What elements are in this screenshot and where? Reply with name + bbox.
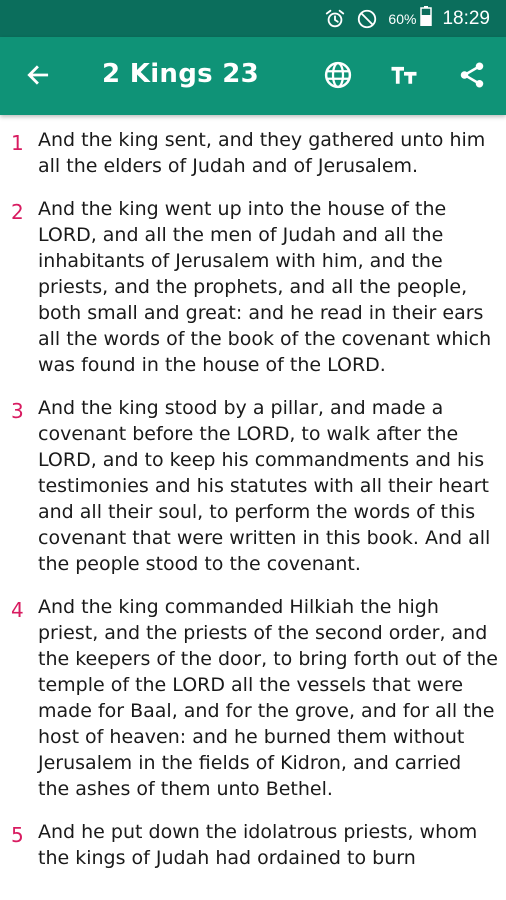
share-button[interactable] — [454, 59, 490, 95]
text-size-icon — [389, 60, 419, 94]
alarm-clock-icon — [324, 8, 346, 30]
verse-item[interactable] — [0, 127, 506, 179]
verse-list — [0, 115, 506, 871]
verse-item[interactable] — [0, 594, 506, 802]
battery-icon — [420, 6, 432, 31]
page-title: 2 Kings 23 — [102, 59, 260, 89]
globe-icon — [323, 60, 353, 94]
app-bar — [0, 37, 506, 115]
verse-text: And the king went up into the house of the LORD, and all the men of Judah and all the inhabitants of Jerusalem with him, and the priests, and the prophets, and all the people, both small and great: and he read in their ears all the words of the book of the covenant which was found in the house of the LORD. — [38, 198, 492, 376]
verse-number: 5 — [11, 823, 24, 847]
back-button[interactable] — [22, 61, 54, 93]
verse-item[interactable] — [0, 196, 506, 378]
status-bar — [0, 0, 506, 37]
do-not-disturb-icon — [356, 8, 378, 30]
verse-number: 4 — [11, 598, 24, 622]
text-size-button[interactable] — [386, 59, 422, 95]
verse-text: And the king sent, and they gathered unto him all the elders of Judah and of Jerusalem. — [38, 129, 486, 177]
verse-number: 2 — [11, 200, 24, 224]
verse-text: And he put down the idolatrous priests, whom the kings of Judah had ordained to burn — [38, 821, 478, 869]
verse-number: 3 — [11, 399, 24, 423]
verse-text: And the king commanded Hilkiah the high priest, and the priests of the second order, and the keepers of the door, to bring forth out of the temple of the LORD all the vessels that were made for Baal, and for the grove, and for all the host of heaven: and he burned them without Jerusalem in the fields of Kidron, and carried the ashes of them unto Bethel. — [38, 596, 498, 800]
verse-item[interactable] — [0, 395, 506, 577]
verse-number: 1 — [11, 131, 24, 155]
clock: 18:29 — [442, 7, 490, 29]
battery-percent: 60% — [388, 10, 417, 27]
verse-item[interactable] — [0, 819, 506, 871]
chapter-content[interactable] — [0, 115, 506, 900]
battery-indicator — [388, 6, 432, 31]
arrow-back-icon — [25, 62, 51, 92]
verse-text: And the king stood by a pillar, and made a covenant before the LORD, to walk after the LORD, and to keep his commandments and his testimonies and his statutes with all their heart and all their soul, to perform the words of this covenant that were written in this book. And all the people stood to the covenant. — [38, 397, 491, 575]
share-icon — [457, 60, 487, 94]
language-button[interactable] — [320, 59, 356, 95]
